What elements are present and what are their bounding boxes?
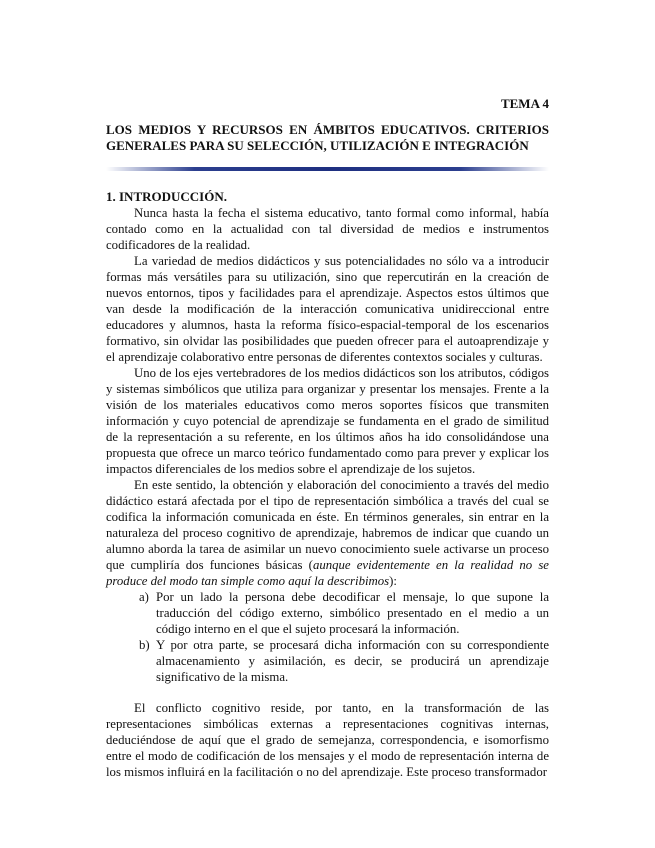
paragraph-text: En este sentido, la obtención y elaboración del conocimiento a través del medio didáctico estará afectada por el tipo de representación simbólica a través del cual se codifica la información comunicada en éste. En términos generales, sin entrar en la naturaleza del proceso cognitivo de aprendizaje, habremos de indicar que cuando un alumno aborda la tarea de asimilar un nuevo conocimiento suele activarse un proceso que cumpliría dos funciones básicas (	[106, 478, 549, 572]
function-list	[106, 589, 549, 685]
paragraph: Uno de los ejes vertebradores de los medios didácticos son los atributos, códigos y sistemas simbólicos que utiliza para organizar y presentar los mensajes. Frente a la visión de los materiales educativos como meros soportes físicos que transmiten información y cuyo potencial de aprendizaje se fundamenta en el grado de similitud de la representación a su referente, en los últimos años ha ido consolidándose una propuesta que ofrece un marco teórico fundamentado como para prever y explicar los impactos diferenciales de los medios sobre el aprendizaje de los sujetos.	[106, 366, 549, 476]
list-marker: b)	[139, 638, 150, 652]
chapter-title: LOS MEDIOS Y RECURSOS EN ÁMBITOS EDUCATIVOS. CRITERIOS GENERALES PARA SU SELECCIÓN, UTILIZACIÓN E INTEGRACIÓN	[106, 122, 549, 153]
paragraph-italic-aside: aunque evidentemente en la realidad no se produce del modo tan simple como aquí la describimos	[106, 558, 549, 588]
page-content	[106, 96, 549, 780]
title-divider	[106, 167, 549, 171]
list-item	[139, 589, 549, 637]
paragraph: Nunca hasta la fecha el sistema educativo, tanto formal como informal, había contado como en la actualidad con tal diversidad de medios e instrumentos codificadores de la realidad.	[106, 206, 549, 252]
paragraph: La variedad de medios didácticos y sus potencialidades no sólo va a introducir formas más versátiles para su utilización, sino que repercutirán en la creación de nuevos entornos, tipos y facilidades para el aprendizaje. Aspectos estos últimos que van desde la modificación de la interacción comunicativa unidireccional entre educadores y alumnos, hasta la reforma físico-espacial-temporal de los escenarios formativo, sin olvidar las posibilidades que pueden ofrecer para el autoaprendizaje y el aprendizaje colaborativo entre personas de diferentes contextos sociales y culturas.	[106, 254, 549, 364]
list-item	[139, 637, 549, 685]
list-marker: a)	[139, 590, 149, 604]
paragraph: El conflicto cognitivo reside, por tanto, en la transformación de las representaciones simbólicas externas a representaciones cognitivas internas, deduciéndose de aquí que el grado de semejanza, correspondencia, e isomorfismo entre el modo de codificación de los mensajes y el modo de representación interna de los mismos influirá en la facilitación o no del aprendizaje. Este proceso transformador	[106, 701, 549, 779]
list-item-text: Por un lado la persona debe decodificar el mensaje, lo que supone la traducción del código externo, simbólico presentado en el medio a un código interno en el que el sujeto procesará la información.	[156, 590, 549, 636]
list-item-text: Y por otra parte, se procesará dicha información con su correspondiente almacenamiento y asimilación, es decir, se producirá un aprendizaje significativo de la misma.	[156, 638, 549, 684]
paragraph	[106, 477, 549, 589]
paragraph-tail: ):	[389, 574, 397, 588]
section-heading: 1. INTRODUCCIÓN.	[106, 189, 227, 204]
chapter-label: TEMA 4	[500, 96, 549, 111]
